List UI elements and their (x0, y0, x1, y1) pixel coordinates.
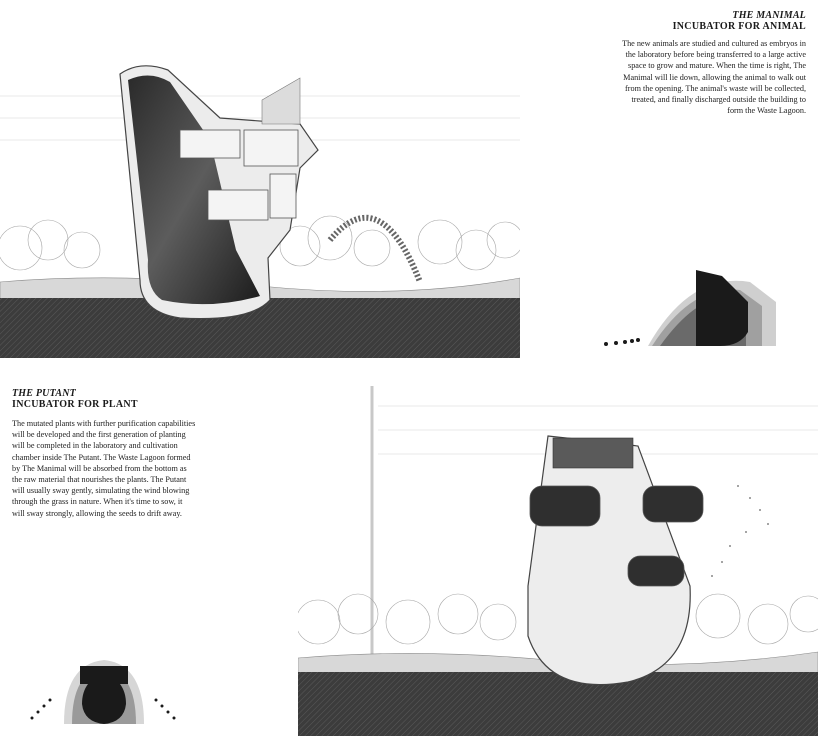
putant-line: the raw material that nourishes the plants. The Putant (12, 475, 187, 485)
putant-line: by The Manimal will be absorbed from the bottom as (12, 463, 187, 473)
manimal-title: THE MANIMAL (732, 10, 806, 21)
manimal-line: the laboratory before being transferred to a large active (625, 50, 806, 60)
manimal-icon (600, 262, 780, 352)
manimal-line: space to grow and mature. When the time is right, The (628, 61, 806, 71)
manimal-description (546, 38, 806, 116)
manimal-section-drawing (0, 0, 520, 360)
putant-icon (24, 652, 184, 732)
manimal-line: form the Waste Lagoon. (727, 106, 806, 116)
putant-text-block (12, 388, 252, 519)
putant-subtitle: INCUBATOR FOR PLANT (12, 399, 138, 410)
manimal-line: Manimal will lie down, allowing the animal to walk out (623, 72, 806, 82)
putant-section-drawing (298, 386, 818, 736)
manimal-subtitle: INCUBATOR FOR ANIMAL (672, 21, 806, 32)
manimal-line: from the opening. The animal's waste will be collected, (625, 83, 806, 93)
putant-title: THE PUTANT (12, 388, 76, 399)
manimal-line: treated, and finally discharged outside the building to (631, 95, 806, 105)
putant-line: will be developed and the first generation of planting (12, 430, 186, 440)
putant-line: The mutated plants with further purification capabilities (12, 419, 196, 428)
manimal-text-block (546, 10, 806, 116)
putant-line: through the grass in nature. When it's time to sow, it (12, 497, 183, 507)
manimal-line: The new animals are studied and cultured as embryos in (622, 39, 806, 48)
putant-line: chamber inside The Putant. The Waste Lagoon formed (12, 452, 191, 462)
putant-description (12, 418, 252, 519)
putant-line: will usually sway gently, simulating the wind blowing (12, 486, 190, 496)
putant-line: will sway strongly, allowing the seeds to drift away. (12, 508, 182, 518)
putant-line: will be completed in the laboratory and cultivation (12, 441, 178, 451)
